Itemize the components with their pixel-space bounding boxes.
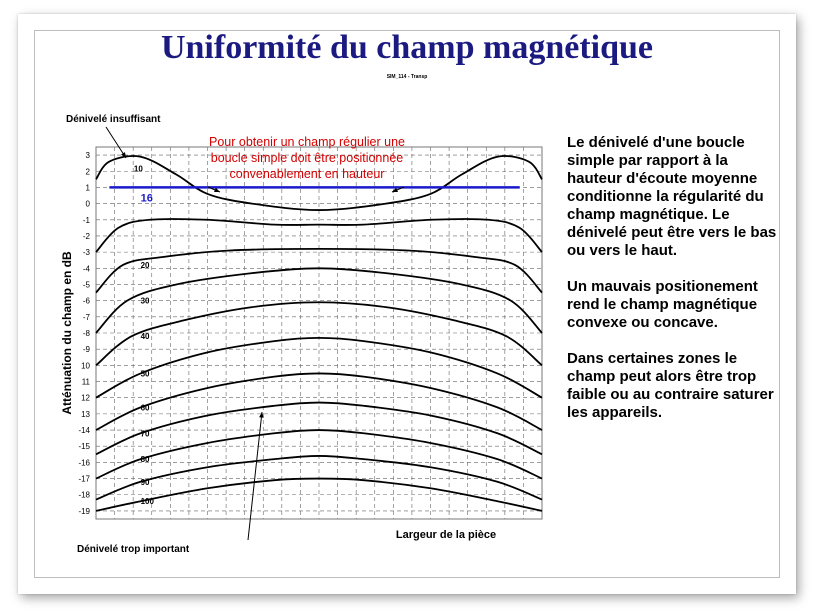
chart-grid: [96, 147, 542, 519]
arrow-insufficient: [106, 127, 126, 158]
y-tick-label: 1: [85, 183, 90, 193]
annotation-too-important: Dénivelé trop important: [77, 544, 190, 555]
curve-label: 20: [140, 261, 150, 271]
slide-title: Uniformité du champ magnétique: [160, 29, 654, 66]
red-note-line: Pour obtenir un champ régulier une: [209, 135, 405, 149]
y-tick-label: 10: [81, 361, 90, 371]
side-paragraph-2: Un mauvais positionement rend le champ magnétique convexe ou concave.: [567, 278, 758, 331]
y-tick-label: 2: [85, 167, 90, 177]
curve-label: 10: [133, 164, 143, 174]
y-tick-label: -3: [82, 248, 90, 258]
y-tick-label: -16: [78, 458, 90, 468]
annotation-insufficient: Dénivelé insuffisant: [66, 114, 161, 125]
y-tick-label: -1: [82, 215, 90, 225]
y-tick-label: 13: [81, 409, 90, 419]
curve-label: 80: [140, 455, 150, 465]
y-axis-label: Atténuation du champ en dB: [60, 251, 74, 415]
curve-label: 100: [140, 497, 154, 507]
curve-label: 40: [140, 332, 150, 342]
annotation-arrows: [106, 127, 404, 540]
side-paragraph-1: Le dénivelé d'une boucle simple par rapport à la hauteur d'écoute moyenne conditionne la régularité du champ magnétique. Le dénivelé peut être vers le bas ou vers le haut.: [567, 134, 777, 259]
red-note-line: boucle simple doit être positionnée: [210, 151, 404, 165]
y-tick-labels: [78, 151, 90, 516]
curve-label: 90: [140, 477, 150, 487]
y-tick-label: 11: [81, 377, 90, 387]
y-tick-label: -6: [82, 296, 90, 306]
red-note: [209, 135, 405, 181]
side-text: [567, 134, 777, 440]
y-tick-label: -5: [82, 280, 90, 290]
slide-code: SIM_114 - Transp: [386, 74, 428, 80]
y-tick-label: -4: [82, 264, 90, 274]
y-tick-label: -14: [78, 426, 90, 436]
y-tick-label: -8: [82, 329, 90, 338]
y-tick-label: -7: [82, 312, 90, 322]
side-paragraph-3: Dans certaines zones le champ peut alors être trop faible ou au contraire saturer les appareils.: [567, 350, 774, 421]
y-tick-label: -17: [78, 474, 90, 484]
curve-label: 30: [140, 296, 150, 306]
y-tick-label: -9: [82, 345, 90, 355]
y-tick-label: 12: [81, 393, 90, 403]
y-tick-label: -19: [78, 506, 90, 516]
arrow-too-important: [248, 412, 262, 540]
curve-label: 60: [140, 403, 150, 413]
curve-label: 50: [140, 369, 150, 379]
x-axis-label: Largeur de la pièce: [395, 529, 497, 541]
y-tick-label: -2: [82, 231, 90, 241]
curve-label: 70: [140, 429, 150, 439]
y-tick-label: -15: [78, 442, 90, 452]
red-note-line: convenablement en hauteur: [229, 167, 385, 181]
y-tick-label: -18: [78, 490, 90, 500]
y-tick-label: 3: [85, 151, 90, 161]
y-tick-label: 0: [85, 199, 90, 209]
reference-line-label: 16: [140, 192, 153, 205]
